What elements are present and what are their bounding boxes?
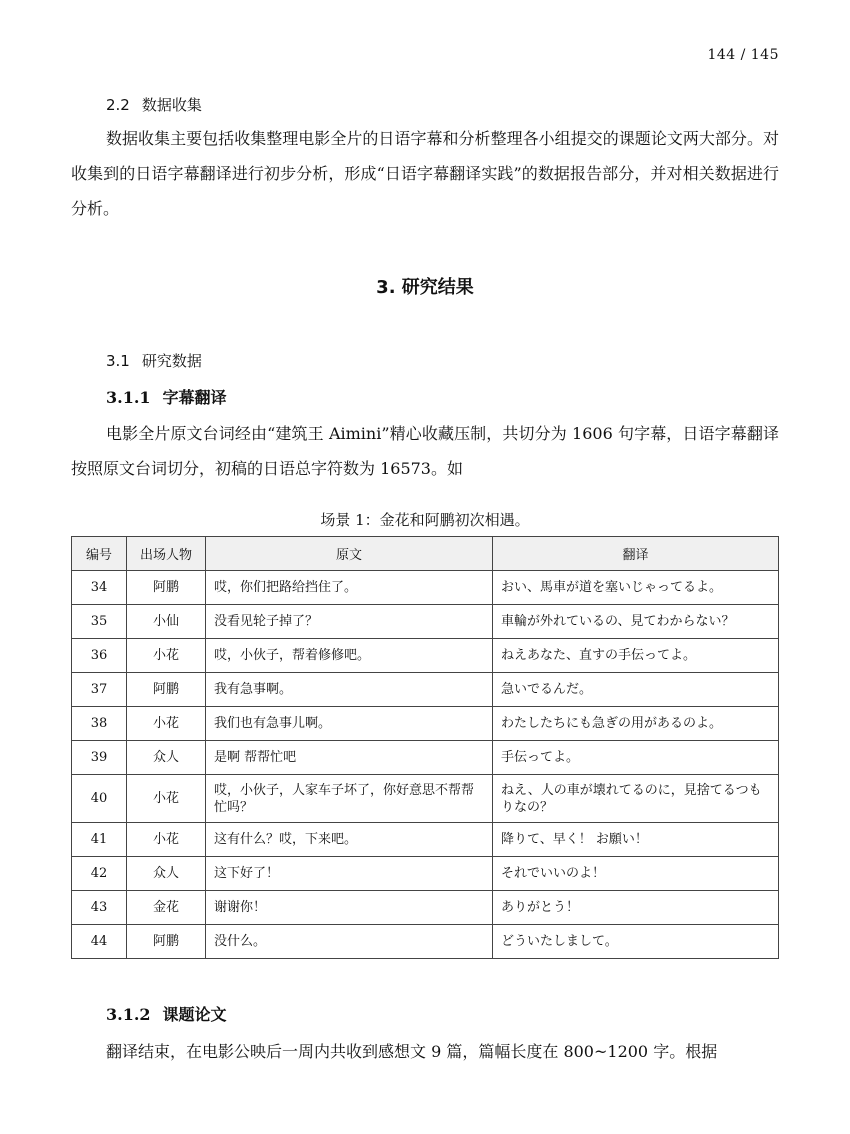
subsection-title: 字幕翻译: [162, 388, 227, 407]
subsection-heading-3-1-2: [106, 1002, 227, 1025]
paragraph-data-collection: 数据收集主要包括收集整理电影全片的日语字幕和分析整理各小组提交的课题论文两大部分。对收集到的日语字幕翻译进行初步分析，形成“日语字幕翻译实践”的数据报告部分，并对相关数据进行分析。: [71, 129, 779, 218]
cell-character: 阿鹏: [127, 571, 206, 605]
cell-number: 42: [72, 857, 127, 891]
cell-translation: 急いでるんだ。: [493, 673, 779, 707]
cell-character: 小仙: [127, 605, 206, 639]
cell-original: 没什么。: [206, 925, 493, 959]
cell-original: 这下好了！: [206, 857, 493, 891]
subsection-number: 3.1.2: [106, 1005, 151, 1024]
cell-character: 小花: [127, 639, 206, 673]
cell-number: 41: [72, 823, 127, 857]
cell-translation: 手伝ってよ。: [493, 741, 779, 775]
subsection-title: 课题论文: [162, 1005, 227, 1024]
cell-number: 40: [72, 775, 127, 823]
table-row: [72, 925, 779, 959]
table-row: [72, 639, 779, 673]
subsection-number: 3.1.1: [106, 388, 151, 407]
cell-original: 没看见轮子掉了？: [206, 605, 493, 639]
header-original: 原文: [206, 537, 493, 571]
table-row: [72, 891, 779, 925]
cell-character: 阿鹏: [127, 673, 206, 707]
cell-original: 我们也有急事儿啊。: [206, 707, 493, 741]
table-row: [72, 605, 779, 639]
header-character: 出场人物: [127, 537, 206, 571]
cell-original: 我有急事啊。: [206, 673, 493, 707]
cell-character: 小花: [127, 707, 206, 741]
section-title: 数据收集: [141, 96, 202, 114]
table-row: [72, 775, 779, 823]
cell-character: 小花: [127, 823, 206, 857]
header-translation: 翻译: [493, 537, 779, 571]
cell-character: 金花: [127, 891, 206, 925]
table-caption: 场景 1：金花和阿鹏初次相遇。: [320, 511, 530, 529]
section-title: 研究数据: [141, 352, 202, 370]
cell-original: 哎，你们把路给挡住了。: [206, 571, 493, 605]
cell-translation: ありがとう！: [493, 891, 779, 925]
section-number: 3.1: [106, 352, 130, 370]
cell-character: 众人: [127, 741, 206, 775]
subtitle-table: [71, 536, 779, 959]
table-header-row: [72, 537, 779, 571]
cell-translation: どういたしまして。: [493, 925, 779, 959]
cell-translation: わたしたちにも急ぎの用があるのよ。: [493, 707, 779, 741]
cell-character: 众人: [127, 857, 206, 891]
cell-number: 37: [72, 673, 127, 707]
chapter-heading: 3. 研究结果: [376, 277, 474, 298]
table-row: [72, 741, 779, 775]
cell-original: 哎，小伙子，人家车子坏了，你好意思不帮帮忙吗？: [206, 775, 493, 823]
section-heading-3-1: [106, 350, 202, 371]
cell-number: 34: [72, 571, 127, 605]
table-row: [72, 707, 779, 741]
header-number: 编号: [72, 537, 127, 571]
cell-translation: 降りて、早く！ お願い！: [493, 823, 779, 857]
cell-original: 是啊 帮帮忙吧: [206, 741, 493, 775]
cell-number: 39: [72, 741, 127, 775]
section-number: 2.2: [106, 96, 130, 114]
paragraph-subtitle-translation: 电影全片原文台词经由“建筑王 Aimini”精心收藏压制，共切分为 1606 句字幕，日语字幕翻译按照原文台词切分，初稿的日语总字符数为 16573。如: [71, 424, 779, 478]
cell-number: 44: [72, 925, 127, 959]
cell-number: 38: [72, 707, 127, 741]
cell-original: 哎，小伙子，帮着修修吧。: [206, 639, 493, 673]
cell-number: 43: [72, 891, 127, 925]
subsection-heading-3-1-1: [106, 385, 227, 408]
cell-number: 35: [72, 605, 127, 639]
cell-translation: ねえ、人の車が壊れてるのに，見捨てるつもりなの？: [493, 775, 779, 823]
cell-original: 这有什么？哎，下来吧。: [206, 823, 493, 857]
cell-number: 36: [72, 639, 127, 673]
cell-translation: おい、馬車が道を塞いじゃってるよ。: [493, 571, 779, 605]
cell-character: 小花: [127, 775, 206, 823]
cell-character: 阿鹏: [127, 925, 206, 959]
section-heading-2-2: [106, 94, 202, 115]
cell-translation: 車輪が外れているの、見てわからない？: [493, 605, 779, 639]
cell-original: 谢谢你！: [206, 891, 493, 925]
cell-translation: それでいいのよ！: [493, 857, 779, 891]
table-row: [72, 857, 779, 891]
cell-translation: ねえあなた、直すの手伝ってよ。: [493, 639, 779, 673]
table-row: [72, 823, 779, 857]
table-row: [72, 571, 779, 605]
paragraph-course-papers: 翻译结束，在电影公映后一周内共收到感想文 9 篇，篇幅长度在 800~1200 字。根据: [106, 1042, 718, 1061]
page-number: 144 / 145: [707, 47, 779, 63]
table-row: [72, 673, 779, 707]
